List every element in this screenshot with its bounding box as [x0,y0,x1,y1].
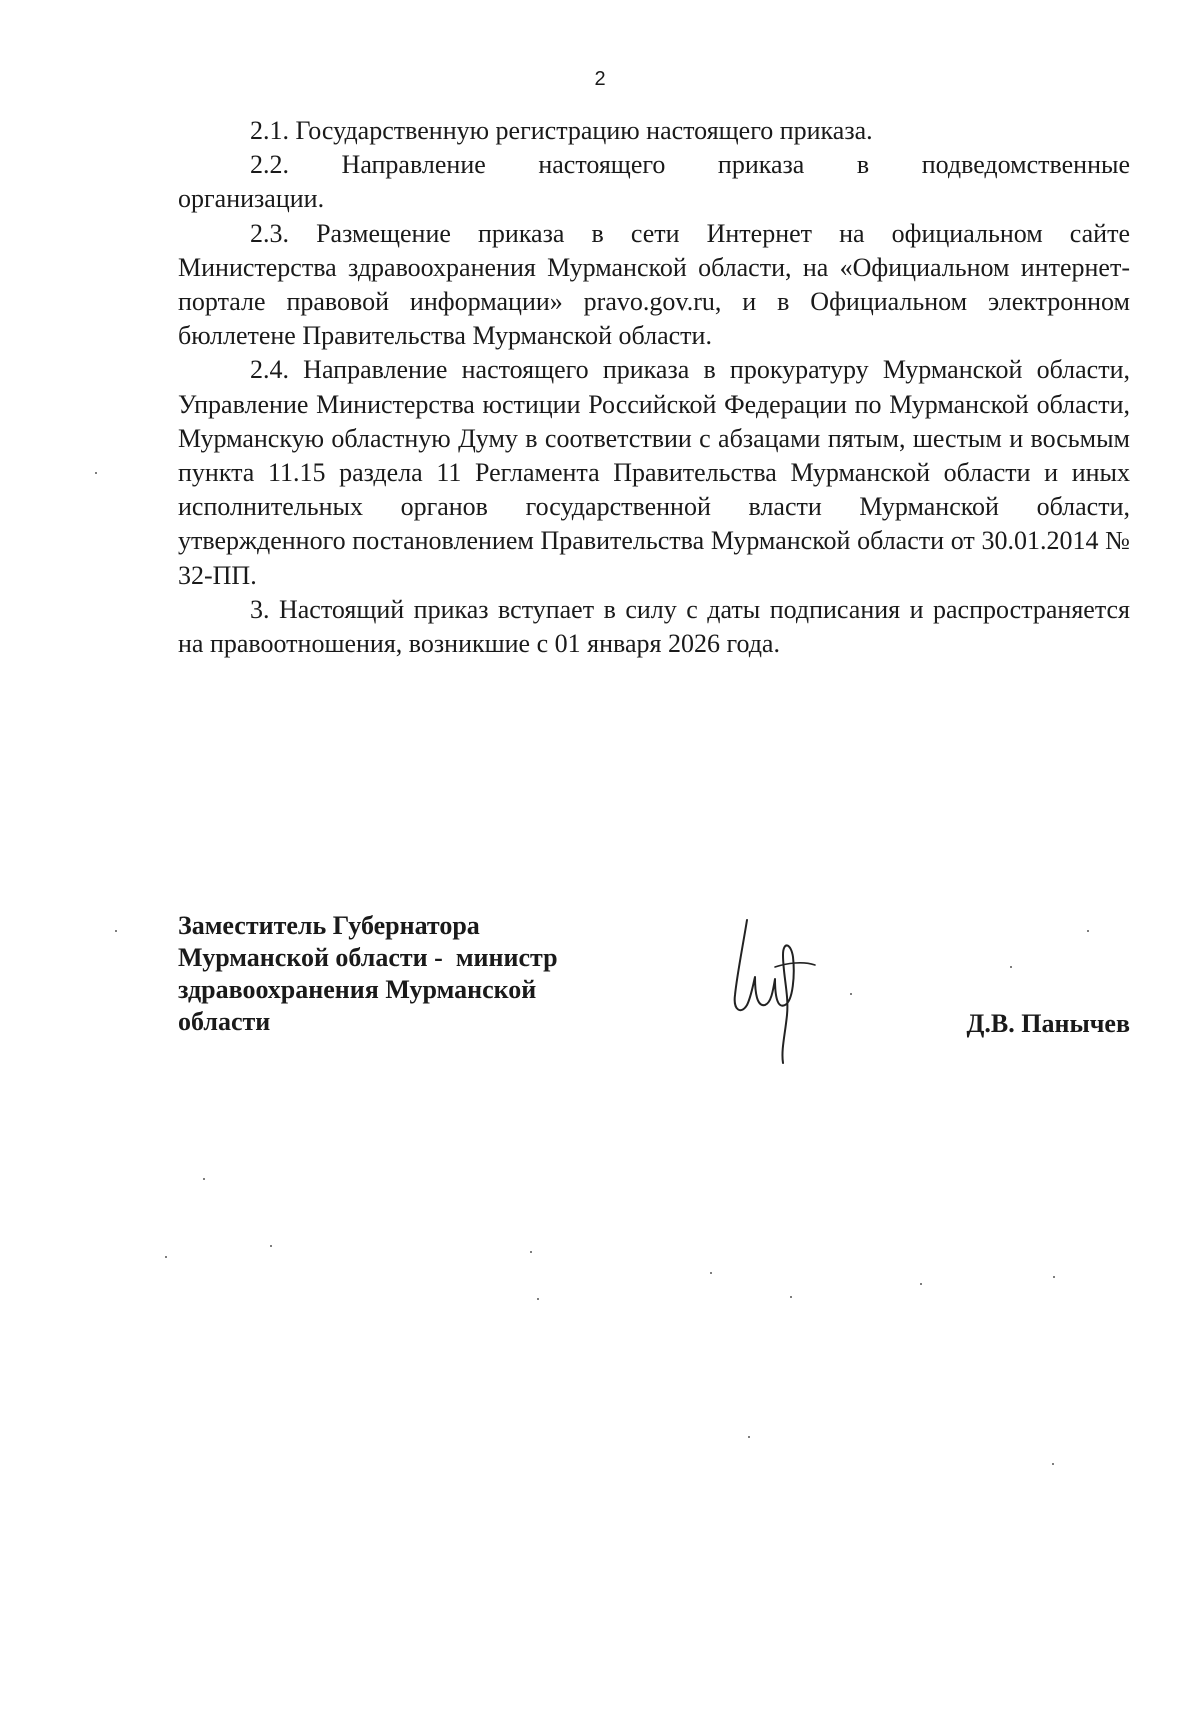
paragraph-2-3: 2.3. Размещение приказа в сети Интернет на официальном сайте Министерства здравоохранения Мурманской области, на «Официальном интернет-портале правовой информации» pravo.gov.ru, и в Официальном электронном бюллетене Правительства Мурманской области. [178,218,1130,351]
scan-speck [95,472,97,474]
signer-name: Д.В. Панычев [966,1009,1130,1038]
scan-speck [790,1296,792,1298]
scan-speck [920,1283,922,1285]
signer-position [178,910,558,1038]
scan-speck [1053,1276,1055,1278]
paragraph-2-2 [178,148,1130,216]
scan-speck [270,1245,272,1247]
scan-speck [115,930,117,932]
handwritten-signature [715,915,855,1065]
page-number: 2 [594,68,606,90]
signer-position-line: здравоохранения Мурманской [178,975,537,1004]
paragraph-2-2-first-line: 2.2. Направление настоящего приказа в подведомственные [250,150,1130,180]
scan-speck [203,1178,205,1180]
paragraph-2-1: 2.1. Государственную регистрацию настоящего приказа. [250,116,873,145]
signer-position-line: области [178,1007,271,1036]
scan-speck [537,1298,539,1300]
scan-speck [710,1272,712,1274]
signer-position-line: Заместитель Губернатора [178,911,480,940]
document-body [178,114,1130,661]
scan-speck [748,1436,750,1438]
scan-speck [165,1256,167,1258]
paragraph-2-4: 2.4. Направление настоящего приказа в прокуратуру Мурманской области, Управление Министерства юстиции Российской Федерации по Мурманской области, Мурманскую областную Думу в соответствии с абзацами пятым, шестым и восьмым пункта 11.15 раздела 11 Регламента Правительства Мурманской области и иных исполнительных органов государственной власти Мурманской области, утвержденного постановлением Правительства Мурманской области от 30.01.2014 № 32-ПП. [178,355,1130,590]
paragraph-3: 3. Настоящий приказ вступает в силу с даты подписания и распространяется на правоотношения, возникшие с 01 января 2026 года. [178,594,1130,659]
scan-speck [530,1251,532,1253]
signer-position-line: Мурманской области - министр [178,943,558,972]
scan-speck [1052,1463,1054,1465]
scan-speck [850,993,852,995]
scan-speck [1010,966,1012,968]
paragraph-2-2-rest: организации. [178,184,325,214]
scan-speck [1087,930,1089,932]
